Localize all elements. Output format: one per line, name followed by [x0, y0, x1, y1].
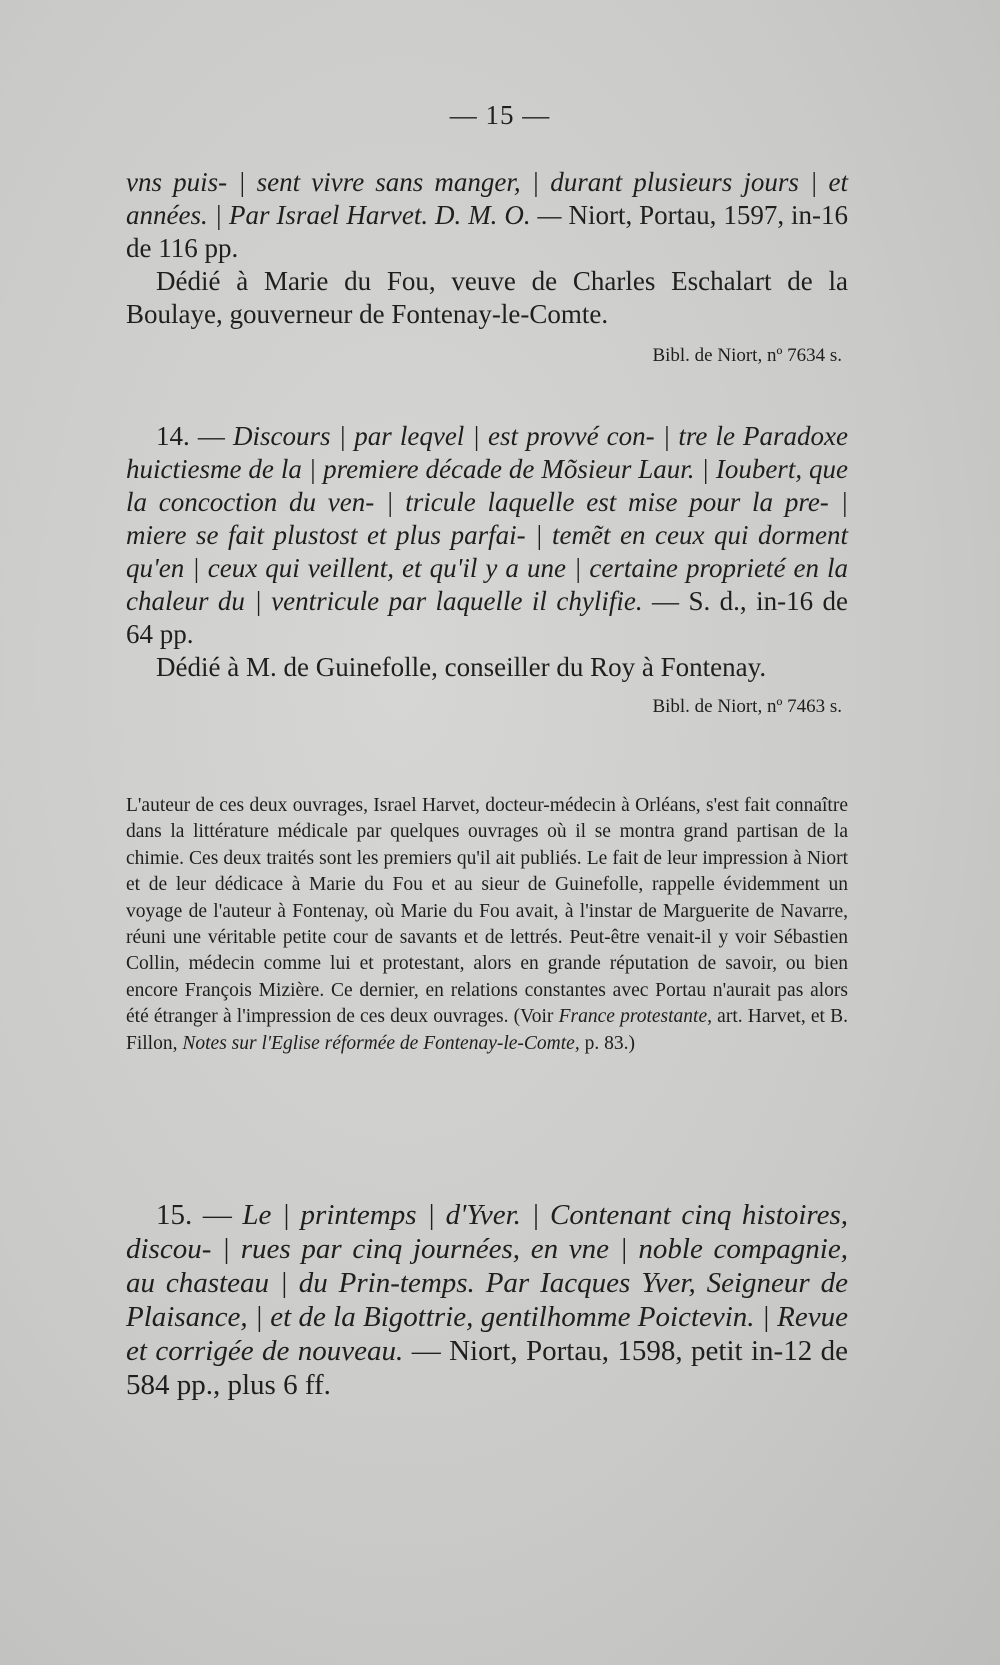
- entry-13-imprint: Niort, Portau, 1597, in-16 de 116 pp.: [126, 200, 849, 263]
- entry-15: [126, 1198, 848, 1402]
- note-citation-2: Notes sur l'Eglise réformée de Fontenay-le-Comte,: [182, 1032, 580, 1054]
- note-citation-1: France protestante,: [558, 1006, 712, 1028]
- note-paragraph: [126, 793, 848, 1057]
- entry-14-dedication: Dédié à M. de Guinefolle, conseiller du Roy à Fontenay.: [156, 652, 767, 682]
- entry-13-reference: Bibl. de Niort, nº 7634 s.: [652, 345, 842, 366]
- entry-14-title: Discours | par leqvel | est provvé con- | tre le Paradoxe huictiesme de la | premiere décade de Mõsieur Laur. | Ioubert, que la concoction du ven- | tricule laquelle est mise pour la pre- | miere se fait plustost et plus parfai- | temẽt en ceux qui dorment qu'en | ceux qui veillent, et qu'il y a une | certaine proprieté en la chaleur du | ventricule par laquelle il chylifie.: [126, 421, 849, 616]
- entry-15-body: [126, 1198, 848, 1402]
- entry-14-body: [126, 420, 848, 651]
- entry-13-body: [126, 166, 848, 265]
- note-text: L'auteur de ces deux ouvrages, Israel Harvet, docteur-médecin à Orléans, s'est fait connaître dans la littérature médicale par quelques ouvrages où il se montra grand partisan de la chimie. Ces deux traités sont les premiers qu'il ait publiés. Le fait de leur impression à Niort et de leur dédicace à Marie du Fou et au sieur de Guinefolle, rappelle évidemment un voyage de l'auteur à Fontenay, où Marie du Fou avait, à l'instar de Marguerite de Navarre, réuni une véritable petite cour de savants et de lettrés. Peut-être venait-il y voir Sébastien Collin, médecin comme lui et protestant, alors en grande réputation de savoir, ou bien encore François Mizière. Ce dernier, en relations constantes avec Portau n'aurait pas alors été étranger à l'impression de ces deux ouvrages. (Voir: [126, 795, 848, 1028]
- page-number: — 15 —: [449, 100, 551, 130]
- entry-15-title: Le | printemps | d'Yver. | Contenant cinq histoires, discou- | rues par cinq journées, en vne | noble compagnie, au chasteau | du Prin-temps. Par Iacques Yver, Seigneur de Plaisance, | et de la Bigottrie, gentilhomme Poictevin. | Revue et corrigée de nouveau.: [126, 1199, 848, 1367]
- entry-14-imprint: — S. d., in-16 de 64 pp.: [126, 586, 848, 649]
- entry-15-number: 15. —: [156, 1199, 232, 1231]
- entry-15-imprint: — Niort, Portau, 1598, petit in-12 de 584 pp., plus 6 ff.: [126, 1335, 848, 1401]
- note-citation-end: p. 83.): [584, 1032, 635, 1054]
- entry-13: [126, 166, 848, 369]
- entry-13-dedication: Dédié à Marie du Fou, veuve de Charles Eschalart de la Boulaye, gouverneur de Fontenay-le-Comte.: [126, 266, 848, 329]
- note-citation-mid: art. Harvet, et B. Fillon,: [126, 1006, 849, 1054]
- entry-14-number: 14. —: [156, 421, 225, 451]
- entry-14: [126, 420, 848, 720]
- entry-13-title: vns puis- | sent vivre sans manger, | durant plusieurs jours | et années. | Par Israel Harvet. D. M. O. —: [126, 167, 848, 230]
- commentary-note: [126, 793, 848, 1057]
- entry-14-reference: Bibl. de Niort, nº 7463 s.: [652, 696, 842, 717]
